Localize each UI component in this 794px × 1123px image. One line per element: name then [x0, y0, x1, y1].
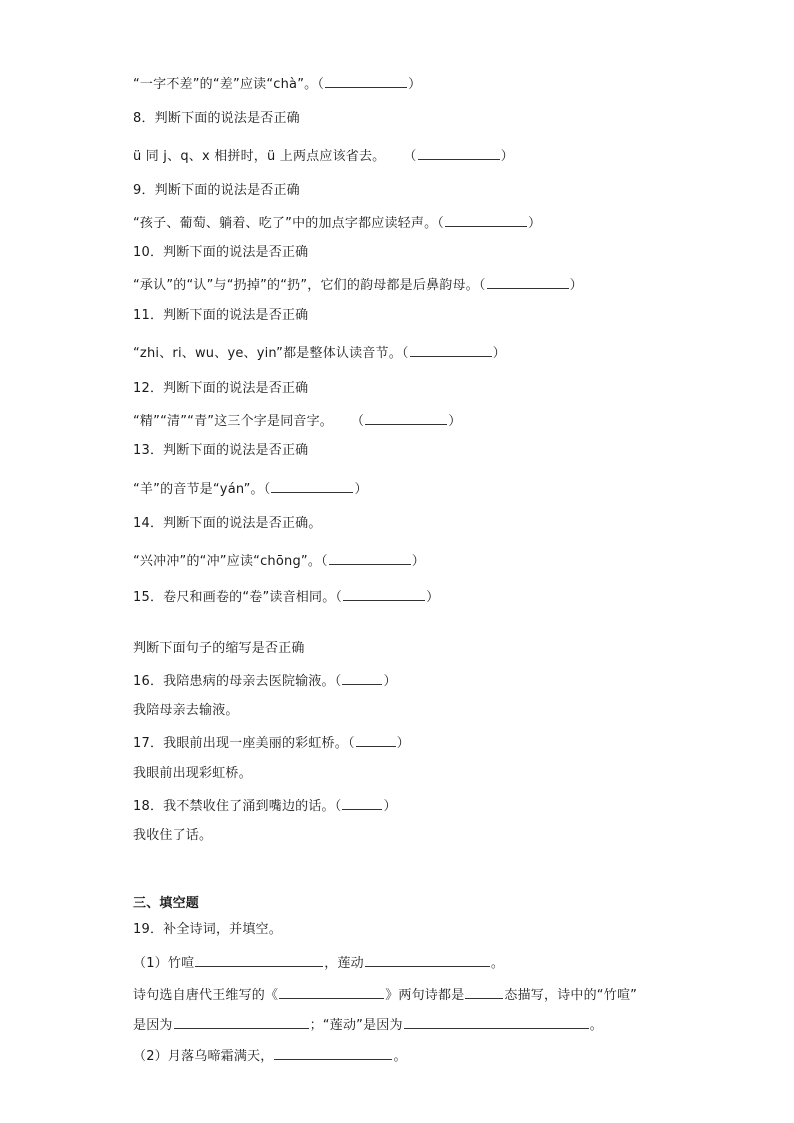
answer-blank[interactable] — [418, 146, 500, 160]
q13-title: 13．判断下面的说法是否正确 — [133, 443, 309, 458]
fill-blank[interactable] — [279, 985, 384, 999]
fill-blank[interactable] — [174, 1015, 309, 1029]
q16-answer: 我陪母亲去输液。 — [133, 703, 239, 718]
fill-blank[interactable] — [365, 953, 490, 967]
group-title: 判断下面句子的缩写是否正确 — [133, 641, 305, 656]
q18-answer: 我收住了话。 — [133, 828, 213, 843]
q17-statement: 17．我眼前出现一座美丽的彩虹桥。（ ） — [133, 733, 410, 753]
q19-part2: （2）月落乌啼霜满天， 。 — [133, 1046, 407, 1066]
q17-answer: 我眼前出现彩虹桥。 — [133, 766, 252, 781]
fill-blank[interactable] — [195, 953, 323, 967]
q11-title: 11．判断下面的说法是否正确 — [133, 308, 309, 323]
q19-source: 诗句选自唐代王维写的《 》两句诗都是 态描写，诗中的“竹喧” — [133, 985, 637, 1005]
answer-blank[interactable] — [329, 551, 411, 565]
q9-title: 9．判断下面的说法是否正确 — [133, 183, 300, 198]
fill-blank[interactable] — [404, 1015, 589, 1029]
q9-statement: “孩子、葡萄、躺着、吃了”中的加点字都应读轻声。（ ） — [133, 213, 541, 233]
q19-reason: 是因为 ；“莲动”是因为 。 — [133, 1015, 603, 1035]
q12-title: 12．判断下面的说法是否正确 — [133, 381, 309, 396]
answer-blank[interactable] — [356, 733, 396, 747]
q8-title: 8．判断下面的说法是否正确 — [133, 111, 300, 126]
answer-blank[interactable] — [410, 343, 492, 357]
answer-blank[interactable] — [365, 411, 447, 425]
answer-blank[interactable] — [343, 587, 425, 601]
answer-blank[interactable] — [342, 796, 382, 810]
q11-statement: “zhi、ri、wu、ye、yin”都是整体认读音节。（ ） — [133, 343, 506, 363]
section-title: 三、填空题 — [133, 896, 200, 911]
q13-statement: “羊”的音节是“yán”。（ ） — [133, 479, 368, 499]
q15-statement: 15．卷尺和画卷的“卷”读音相同。（ ） — [133, 587, 439, 607]
q18-statement: 18．我不禁收住了涌到嘴边的话。（ ） — [133, 796, 397, 816]
q10-statement: “承认”的“认”与“扔掉”的“扔”，它们的韵母都是后鼻韵母。（ ） — [133, 275, 583, 295]
q8-statement: ü 同 j、q、x 相拼时，ü 上两点应该省去。 （ ） — [133, 146, 514, 166]
fill-blank[interactable] — [274, 1046, 392, 1060]
q16-statement: 16．我陪患病的母亲去医院输液。（ ） — [133, 671, 397, 691]
q7-statement: “一字不差”的“差”应读“chà”。（ ） — [133, 74, 421, 94]
fill-blank[interactable] — [465, 985, 503, 999]
q14-statement: “兴冲冲”的“冲”应读“chōng”。（ ） — [133, 551, 425, 571]
answer-blank[interactable] — [342, 671, 382, 685]
answer-blank[interactable] — [487, 275, 569, 289]
q19-part1: （1）竹喧 ，莲动 。 — [133, 953, 504, 973]
q10-title: 10．判断下面的说法是否正确 — [133, 245, 309, 260]
q19-title: 19．补全诗词，并填空。 — [133, 922, 282, 937]
q12-statement: “精”“清”“青”这三个字是同音字。 （ ） — [133, 411, 461, 431]
answer-blank[interactable] — [325, 74, 407, 88]
answer-blank[interactable] — [271, 479, 353, 493]
q14-title: 14．判断下面的说法是否正确。 — [133, 516, 322, 531]
answer-blank[interactable] — [445, 213, 527, 227]
